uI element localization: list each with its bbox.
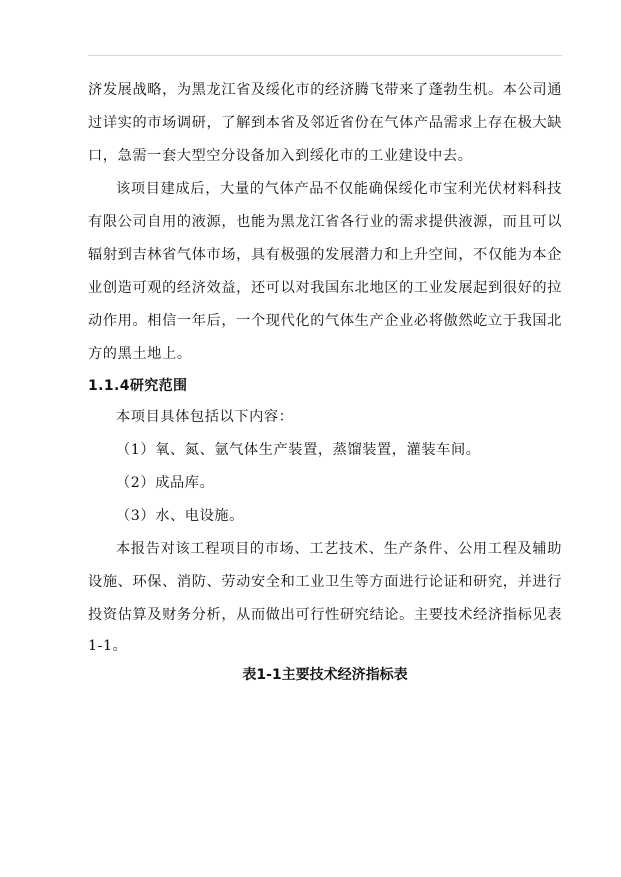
- paragraph-2-line-2: 有限公司自用的液源，也能为黑龙江省各行业的需求提供液源，而且可以: [88, 214, 562, 230]
- section-heading: 1.1.4研究范围: [88, 378, 188, 394]
- paragraph-1-line-1: 济发展战略，为黑龙江省及绥化市的经济腾飞带来了蓬勃生机。本公司通: [88, 82, 562, 98]
- paragraph-3-line-3: 投资估算及财务分析，从而做出可行性研究结论。主要技术经济指标见表: [88, 607, 562, 623]
- paragraph-1-line-3: 口，急需一套大型空分设备加入到绥化市的工业建设中去。: [88, 148, 473, 164]
- header-rule: [88, 55, 562, 56]
- scope-item-3: （3）水、电设施。: [116, 508, 244, 524]
- paragraph-1-line-2: 过详实的市场调研，了解到本省及邻近省份在气体产品需求上存在极大缺: [88, 115, 562, 131]
- paragraph-3-line-4: 1-1。: [88, 638, 128, 654]
- scope-intro: 本项目具体包括以下内容：: [116, 409, 294, 425]
- scope-item-2: （2）成品库。: [116, 475, 215, 491]
- paragraph-2-line-4: 业创造可观的经济效益，还可以对我国东北地区的工业发展起到很好的拉: [88, 280, 562, 296]
- table-caption: 表1-1主要技术经济指标表: [242, 667, 408, 683]
- scope-item-1: （1）氧、氮、氩气体生产装置，蒸馏装置，灌装车间。: [116, 442, 481, 458]
- paragraph-2-line-5: 动作用。相信一年后，一个现代化的气体生产企业必将傲然屹立于我国北: [88, 313, 562, 329]
- paragraph-2-line-6: 方的黑土地上。: [88, 346, 192, 362]
- paragraph-3-line-2: 设施、环保、消防、劳动安全和工业卫生等方面进行论证和研究，并进行: [88, 574, 562, 590]
- paragraph-2-line-3: 辐射到吉林省气体市场，具有极强的发展潜力和上升空间，不仅能为本企: [88, 247, 562, 263]
- paragraph-2-line-1: 该项目建成后，大量的气体产品不仅能确保绥化市宝利光伏材料科技: [116, 181, 562, 197]
- paragraph-3-line-1: 本报告对该工程项目的市场、工艺技术、生产条件、公用工程及辅助: [116, 541, 562, 557]
